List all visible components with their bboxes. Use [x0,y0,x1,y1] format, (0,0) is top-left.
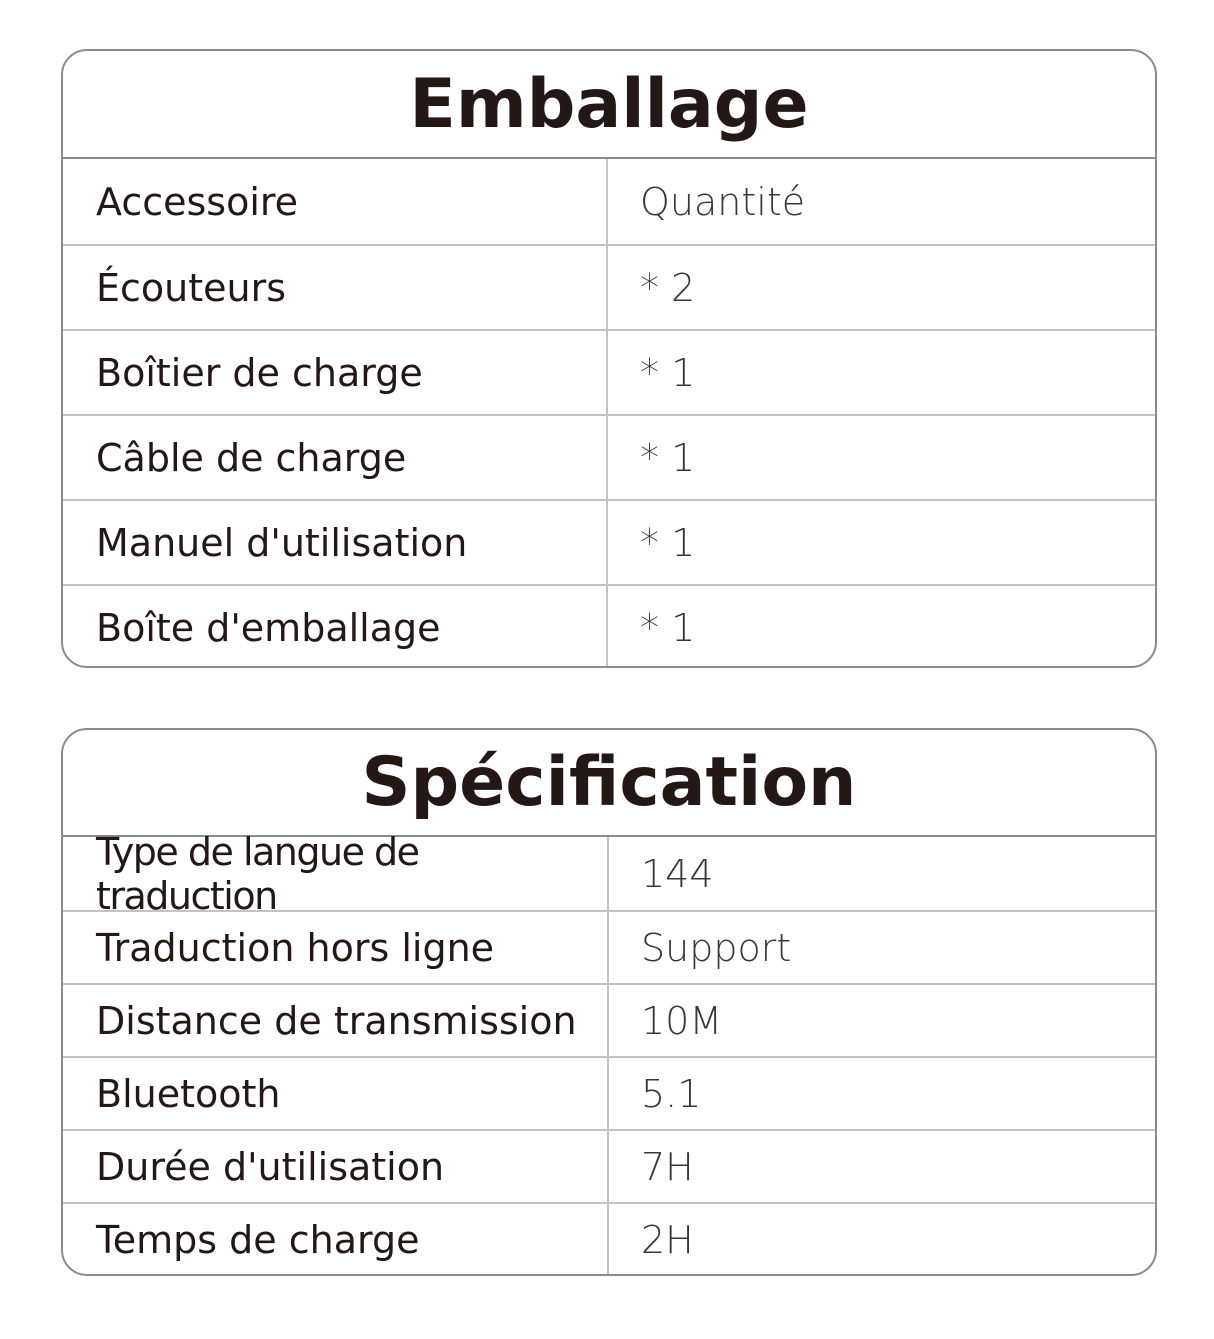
specification-table [61,728,1157,1276]
header-quantity: Quantité [640,179,806,224]
packaging-title: Emballage [63,51,1155,159]
packaging-body [63,159,1155,668]
header-accessory: Accessoire [63,159,608,244]
table-row [63,829,1155,918]
accessory-quantity: * 2 [640,265,696,310]
accessory-name: Boîte d'emballage [63,586,608,668]
accessory-name: Manuel d'utilisation [63,501,608,584]
packaging-table [61,49,1157,668]
accessory-name: Boîtier de charge [63,331,608,414]
table-row [63,1129,1155,1202]
table-row [63,244,1155,329]
table-row [63,1056,1155,1129]
specification-body [63,829,1155,1275]
spec-value: 144 [641,851,714,896]
spec-value: 5.1 [641,1071,702,1116]
spec-label: Temps de charge [63,1204,609,1275]
accessory-quantity: * 1 [640,350,696,395]
accessory-quantity: * 1 [640,435,696,480]
accessory-name: Écouteurs [63,246,608,329]
accessory-quantity: * 1 [640,605,696,650]
table-row [63,329,1155,414]
spec-label: Type de langue de traduction [63,837,609,910]
table-header-row [63,159,1155,244]
table-row [63,584,1155,668]
table-row [63,414,1155,499]
specification-title: Spécification [63,730,1155,837]
table-row [63,983,1155,1056]
accessory-quantity: * 1 [640,520,696,565]
table-row [63,499,1155,584]
spec-value: 10M [641,998,723,1043]
table-row [63,1202,1155,1275]
spec-value: Support [641,925,792,970]
spec-label: Bluetooth [63,1058,609,1129]
spec-label: Distance de transmission [63,985,609,1056]
spec-label: Traduction hors ligne [63,912,609,983]
table-row [63,910,1155,983]
spec-value: 7H [641,1144,694,1189]
accessory-name: Câble de charge [63,416,608,499]
spec-label: Durée d'utilisation [63,1131,609,1202]
spec-value: 2H [641,1217,694,1262]
